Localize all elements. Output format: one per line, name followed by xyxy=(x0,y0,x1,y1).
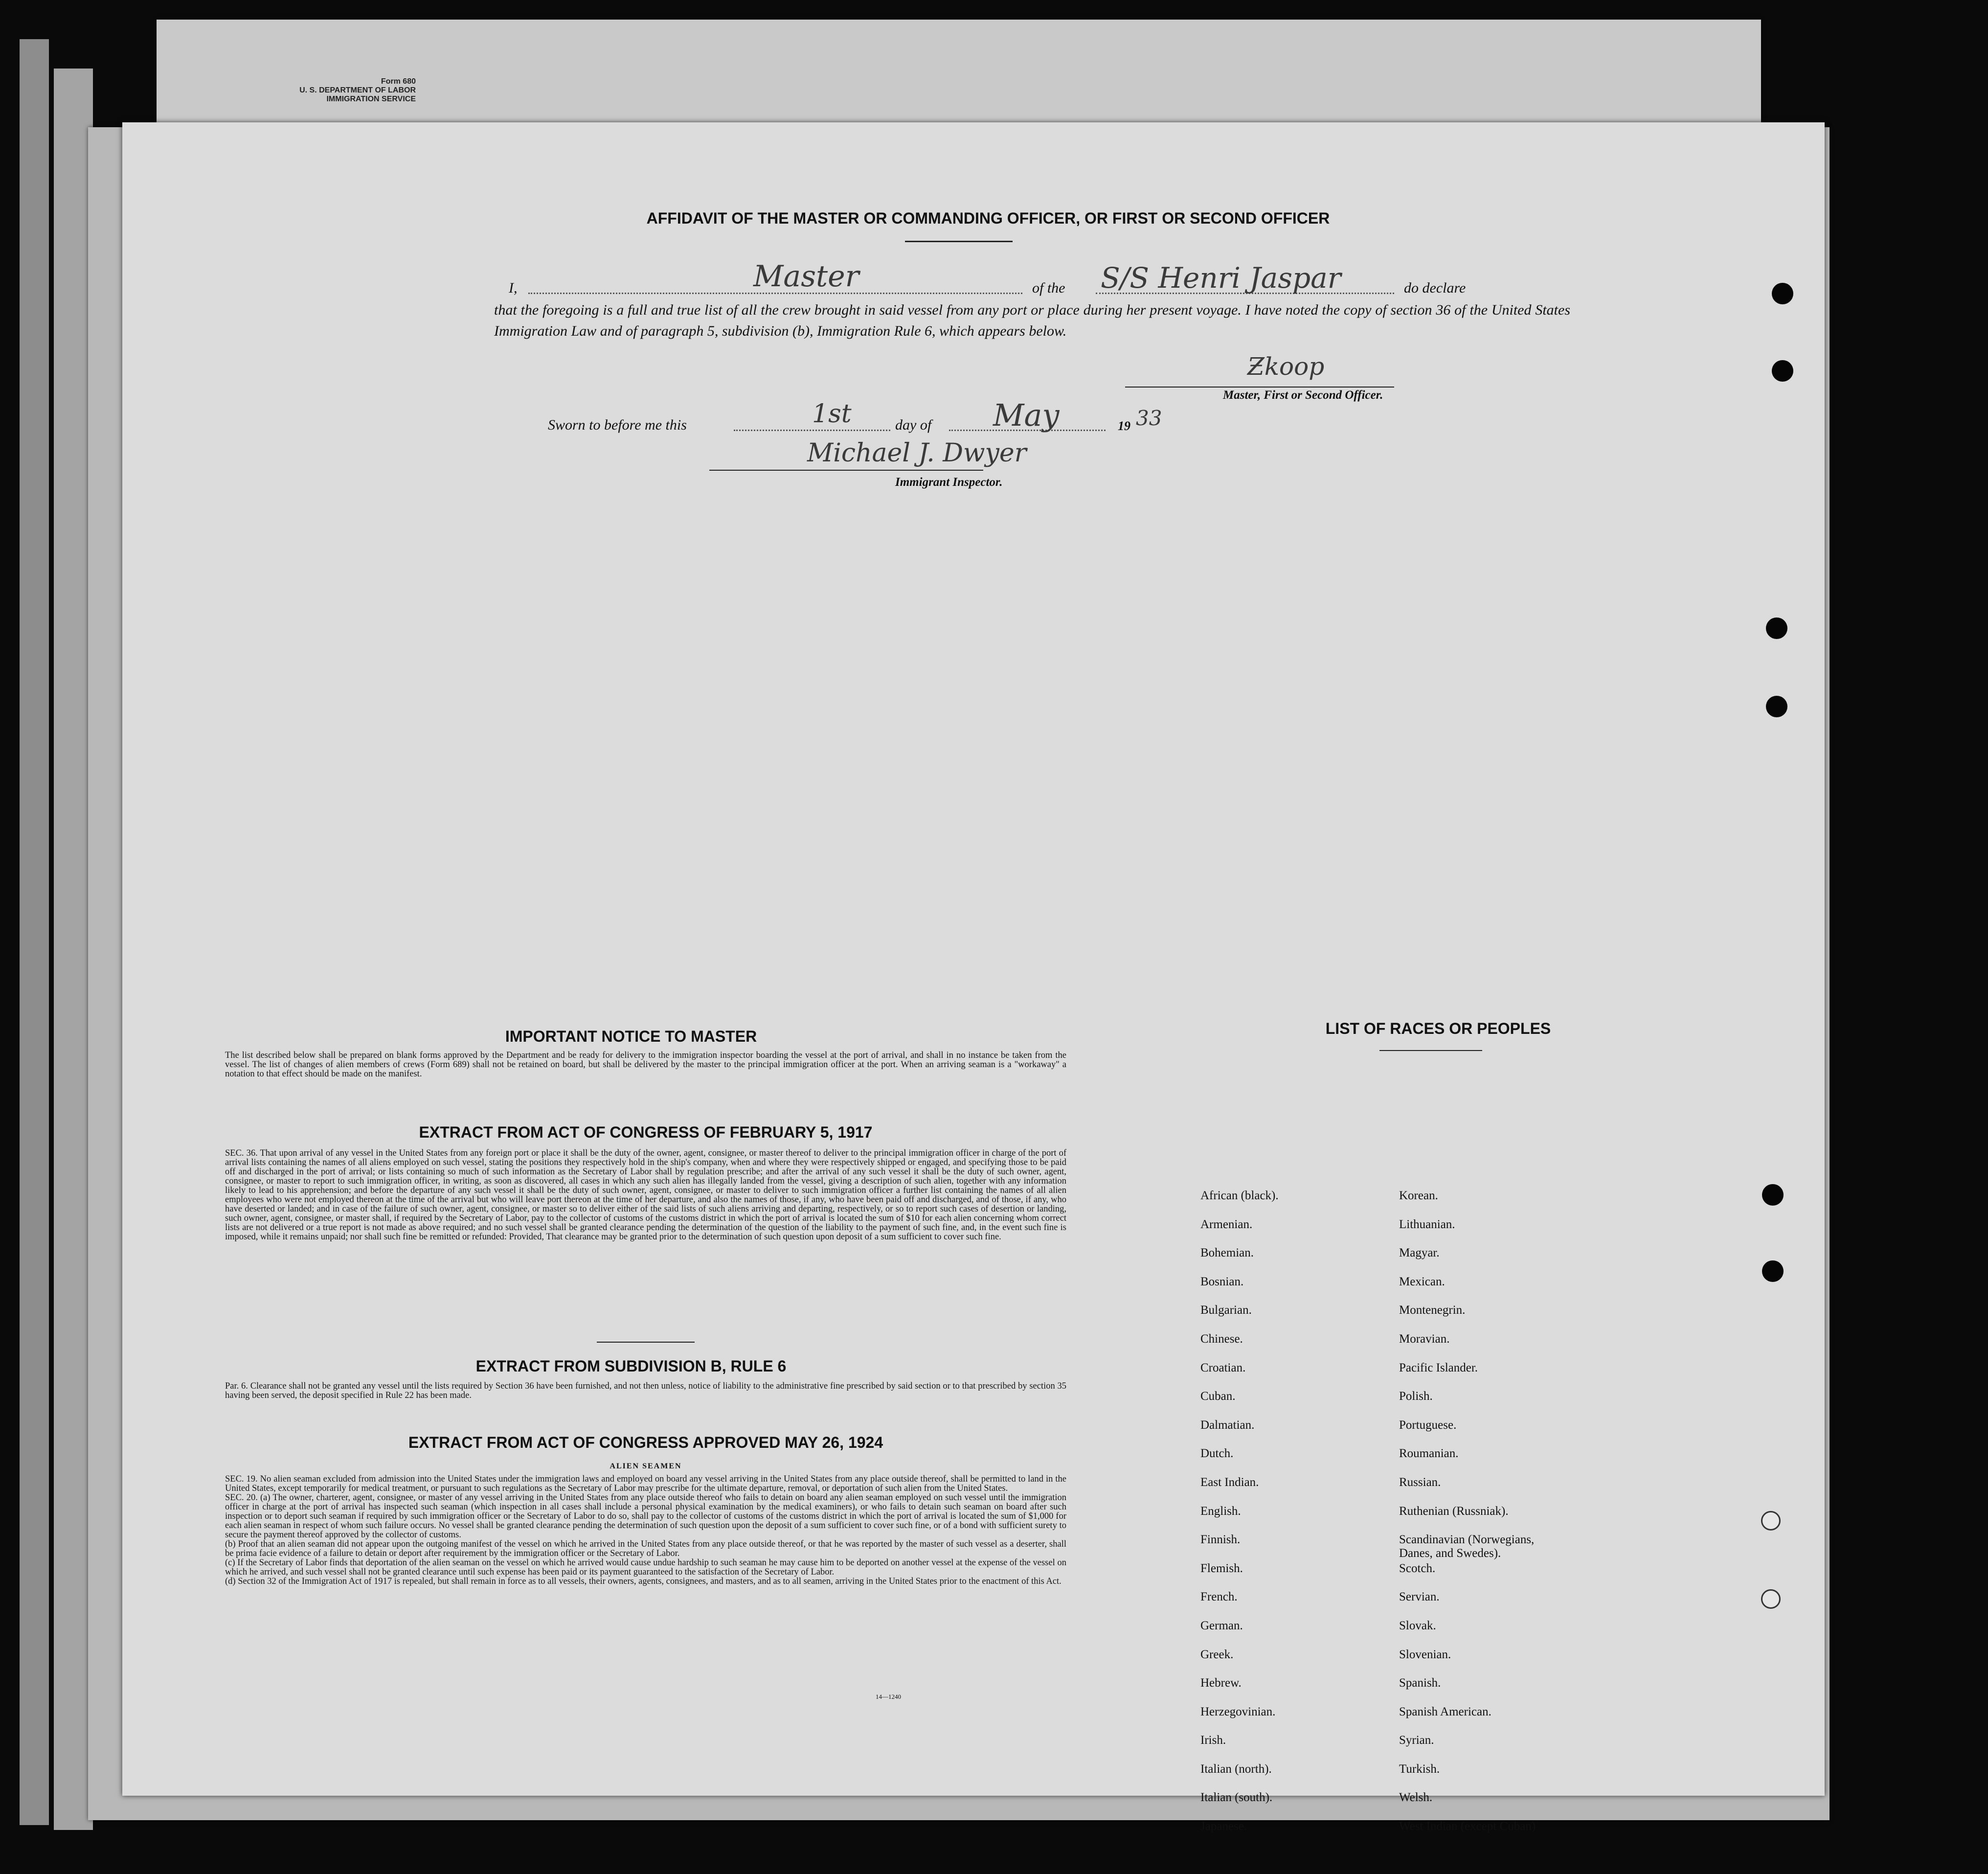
race-entry: French. xyxy=(1200,1590,1238,1604)
month-handwriting: May xyxy=(993,397,1060,433)
punch-hole xyxy=(1761,1511,1781,1531)
inspector-caption: Immigrant Inspector. xyxy=(895,476,1003,489)
form-number: Form 680 xyxy=(381,77,416,86)
sec-19-paragraph: SEC. 19. No alien seaman excluded from admission into the United States under the immigration laws and employed on board any vessel arriving in the United States from any place outside thereof, shall be permitted to land in the United States, except temporarily for medical treatment, or pursuant to such regulations as the Secretary of Labor may prescribe for the ultimate departure, removal, or deportation of such alien from the United States. xyxy=(225,1474,1066,1493)
race-entry: West Indian (except Cuban) xyxy=(1399,1820,1536,1833)
race-entry: Hebrew. xyxy=(1200,1676,1242,1690)
word-i: I, xyxy=(509,280,518,296)
form-header xyxy=(210,77,416,104)
master-signature: Ƶkoop xyxy=(1247,352,1325,381)
races-title-underline xyxy=(1379,1050,1482,1051)
extract-1924-text xyxy=(225,1475,1066,1586)
race-entry: Ruthenian (Russniak). xyxy=(1399,1504,1509,1518)
sec-20b-paragraph: (b) Proof that an alien seaman did not appear upon the outgoing manifest of the vessel on which he arrived in the United States from any place outside thereof, or that he was reported by the master of such vessel as a deserter, shall be prima facie evidence of a failure to detain or deport after requirement by the immigration officer or the Secretary of Labor. xyxy=(225,1539,1066,1558)
race-entry: Greek. xyxy=(1200,1647,1234,1661)
race-entry: Turkish. xyxy=(1399,1762,1440,1776)
race-entry: Italian (north). xyxy=(1200,1762,1272,1776)
race-entry: Russian. xyxy=(1399,1475,1441,1489)
year-handwriting: 33 xyxy=(1136,406,1162,430)
extract-rule6-text: Par. 6. Clearance shall not be granted any vessel until the lists required by Section 36 have been furnished, and not then unless, notice of liability to the administrative fine prescribed by said section or to that prescribed by section 35 having been served, the deposit specified in Rule 22 has been made. xyxy=(225,1381,1066,1400)
service-name: IMMIGRATION SERVICE xyxy=(326,95,416,103)
print-code: 14—1240 xyxy=(876,1693,901,1700)
punch-hole xyxy=(1762,1184,1784,1206)
notice-text: The list described below shall be prepared on blank forms approved by the Department and be ready for delivery to the immigration inspector boarding the vessel at the port of arrival, and shall in no instance be taken from the vessel. The list of changes of alien members of crews (Form 689) shall not be retained on board, but shall be delivered by the master to the principal immigration officer at the port. When an arriving seaman is a "workaway" a notation to that effect should be made on the manifest. xyxy=(225,1051,1066,1079)
punch-hole xyxy=(1761,1589,1781,1609)
race-entry: Syrian. xyxy=(1399,1734,1434,1747)
race-entry: Pacific Islander. xyxy=(1399,1361,1478,1374)
of-the-label: of the xyxy=(1032,280,1065,296)
race-entry: Bosnian. xyxy=(1200,1275,1244,1288)
department-name: U. S. DEPARTMENT OF LABOR xyxy=(299,86,416,94)
race-entry: Montenegrin. xyxy=(1399,1303,1466,1317)
race-entry: Japanese. xyxy=(1200,1820,1247,1833)
punch-hole xyxy=(1762,1260,1784,1282)
inspector-signature: Michael J. Dwyer xyxy=(807,438,1027,468)
sworn-label: Sworn to before me this xyxy=(548,417,687,433)
title-underline xyxy=(905,241,1013,242)
race-entry: Mexican. xyxy=(1399,1275,1445,1288)
race-entry: Herzegovinian. xyxy=(1200,1705,1276,1718)
punch-hole xyxy=(1772,360,1793,382)
race-entry: Bohemian. xyxy=(1200,1246,1254,1260)
affidavit-page xyxy=(122,122,1825,1833)
binder-edge xyxy=(20,39,49,1825)
punch-hole xyxy=(1766,696,1787,717)
race-entry: African (black). xyxy=(1200,1189,1279,1202)
race-entry: Korean. xyxy=(1399,1189,1438,1202)
section-divider xyxy=(597,1342,695,1343)
affidavit-body: that the foregoing is a full and true list of all the crew brought in said vessel from any port or place during her present voyage. I have noted the copy of section 36 of the United States Immigration Law and of paragraph 5, subdivision (b), Immigration Rule 6, which appears below. xyxy=(494,302,1570,339)
sec-20a-paragraph: SEC. 20. (a) The owner, charterer, agent, consignee, or master of any vessel arriving in the United States from any place outside thereof who fails to detain on board any alien seaman employed on such vessel until the immigration officer in charge at the port of arrival has inspected such seaman (which inspection in all cases shall include a personal physical examination by the medical examiners), or who fails to detain such seaman on board after such inspection or to deport such seaman if required by such immigration officer or the Secretary of Labor to do so, shall pay to the collector of customs of the customs district in which the port of arrival is located the sum of $1,000 for each alien seaman in respect of whom such failure occurs. No vessel shall be granted clearance pending the determination of such question upon the deposit of a sum sufficient to cover such fine, or of a bond with sufficient surety to secure the payment thereof approved by the collector of customs. xyxy=(225,1493,1066,1540)
race-entry: Spanish. xyxy=(1399,1676,1441,1690)
year-prefix: 19 xyxy=(1118,419,1130,433)
race-entry: Moravian. xyxy=(1399,1332,1450,1346)
race-entry: Chinese. xyxy=(1200,1332,1243,1346)
race-entry: Bulgarian. xyxy=(1200,1303,1252,1317)
day-of-label: day of xyxy=(895,417,932,433)
race-entry: Croatian. xyxy=(1200,1361,1246,1374)
day-handwriting: 1st xyxy=(812,399,852,429)
notice-title: IMPORTANT NOTICE TO MASTER xyxy=(505,1028,757,1045)
race-entry: Scotch. xyxy=(1399,1561,1436,1575)
race-entry: Finnish. xyxy=(1200,1533,1241,1547)
race-entry: Cuban. xyxy=(1200,1390,1236,1403)
races-column-1 xyxy=(1200,1189,1279,1849)
race-entry: Magyar. xyxy=(1399,1246,1440,1260)
race-entry: Slovak. xyxy=(1399,1619,1436,1632)
declarant-handwriting: Master xyxy=(753,259,859,294)
race-entry: East Indian. xyxy=(1200,1475,1259,1489)
race-entry: Dalmatian. xyxy=(1200,1418,1255,1432)
inspector-signature-line xyxy=(709,470,983,471)
sec-20c-paragraph: (c) If the Secretary of Labor finds that deportation of the alien seaman on the vessel on which he arrived would cause undue hardship to such seaman he may cause him to be deported on another vessel at the expense of the vessel on which he arrived, and such vessel shall not be granted clearance until such expense has been paid or its payment guaranteed to the satisfaction of the Secretary of Labor. xyxy=(225,1558,1066,1577)
master-signature-caption: Master, First or Second Officer. xyxy=(1223,389,1383,402)
races-title: LIST OF RACES OR PEOPLES xyxy=(1325,1020,1551,1037)
race-entry: German. xyxy=(1200,1619,1243,1632)
vessel-handwriting: S/S Henri Jaspar xyxy=(1101,261,1341,295)
race-entry: Scandinavian (Norwegians, Danes, and Swedes). xyxy=(1399,1533,1535,1560)
race-entry: Servian. xyxy=(1399,1590,1440,1604)
race-entry: Italian (south). xyxy=(1200,1791,1273,1805)
extract-1917-text: SEC. 36. That upon arrival of any vessel in the United States from any foreign port or place it shall be the duty of the owner, agent, consignee, or master thereof to deliver to the principal immigration officer in charge of the port of arrival lists containing the names of all aliens employed on such vessel, stating the positions they respectively hold in the ship's company, when and where they were respectively shipped or engaged, and specifying those to be paid off and discharged in the port of arrival; or lists containing so much of such information as the Secretary of Labor shall by regulation prescribe; and after the arrival of any such vessel it shall be the duty of such owner, agent, consignee, or master to report to such immigration officer, in writing, as soon as discovered, all cases in which any such alien has illegally landed from the vessel, giving a description of such alien, together with any information likely to lead to his apprehension; and before the departure of any such vessel it shall be the duty of such owner, agent, consignee, or master to deliver to such immigration officer a further list containing the names of all alien employees who were not employed thereon at the time of the arrival but who will leave port thereon at the time of her departure, and also the names of those, if any, who have been paid off and discharged, and of those, if any, who have deserted or landed; and in case of the failure of such owner, agent, consignee, or master so to deliver either of the said lists of such aliens arriving and departing, respectively, or so to report such cases of desertion or landing, such owner, agent, consignee, or master shall, if required by the Secretary of Labor, pay to the collector of customs of the customs district in which the port of arrival is located the sum of $10 for each alien concerning whom correct lists are not delivered or a true report is not made as above required; and no such vessel shall be granted clearance pending the determination of the question of the liability to the payment of such fine, and, in the event such fine is imposed, while it remains unpaid; nor shall such fine be remitted or refunded: Provided, That clearance may be granted prior to the determination of such question upon deposit of a sum sufficient to cover such fine. xyxy=(225,1148,1066,1242)
race-entry: Armenian. xyxy=(1200,1217,1253,1231)
master-signature-line xyxy=(1125,387,1394,388)
race-entry: Spanish American. xyxy=(1399,1705,1491,1718)
sec-20d-paragraph: (d) Section 32 of the Immigration Act of 1917 is repealed, but shall remain in force as to all vessels, their owners, agents, consignees, and masters, and as to all seamen, arriving in the United States prior to the enactment of this Act. xyxy=(225,1577,1062,1586)
race-entry: Slovenian. xyxy=(1399,1647,1451,1661)
extract-1917-title: EXTRACT FROM ACT OF CONGRESS OF FEBRUARY 5, 1917 xyxy=(419,1123,873,1141)
extract-rule6-title: EXTRACT FROM SUBDIVISION B, RULE 6 xyxy=(475,1357,787,1375)
race-entry: Flemish. xyxy=(1200,1561,1243,1575)
races-column-2 xyxy=(1399,1189,1536,1849)
extract-1924-title: EXTRACT FROM ACT OF CONGRESS APPROVED MAY 26, 1924 xyxy=(408,1434,883,1451)
do-declare-label: do declare xyxy=(1404,280,1466,296)
race-entry: Roumanian. xyxy=(1399,1447,1459,1461)
race-entry: Irish. xyxy=(1200,1734,1226,1747)
binder-edge xyxy=(54,69,93,1830)
race-entry: Polish. xyxy=(1399,1390,1433,1403)
affidavit-title: AFFIDAVIT OF THE MASTER OR COMMANDING OFFICER, OR FIRST OR SECOND OFFICER xyxy=(646,209,1330,227)
race-entry: English. xyxy=(1200,1504,1241,1518)
race-entry: Portuguese. xyxy=(1399,1418,1457,1432)
punch-hole xyxy=(1772,283,1793,304)
alien-seamen-subtitle: ALIEN SEAMEN xyxy=(610,1462,682,1470)
race-entry: Lithuanian. xyxy=(1399,1217,1455,1231)
punch-hole xyxy=(1766,617,1787,639)
race-entry: Welsh. xyxy=(1399,1791,1433,1805)
race-entry: Dutch. xyxy=(1200,1447,1234,1461)
